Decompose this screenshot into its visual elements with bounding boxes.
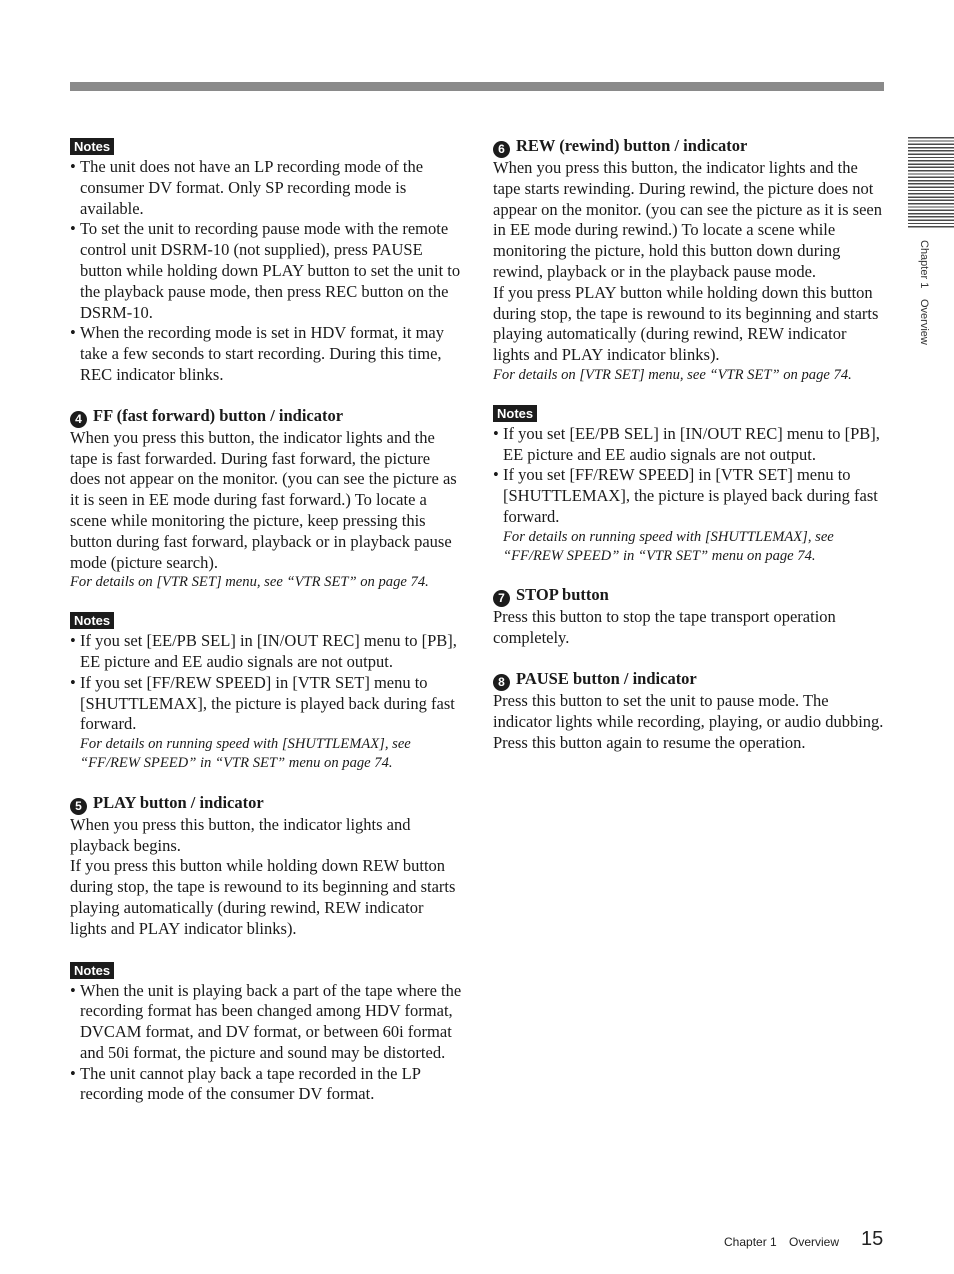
number-badge: 7 [493, 590, 510, 607]
side-section: Overview [918, 299, 930, 346]
paragraph: When you press this button, the indicator lights and the tape starts rewinding. During rewind, the picture does not appear on the monitor. (you can see the picture as it is seen in EE mode during rewind.) To locate a scene while monitoring the picture, hold this button down during rewind, playback or in the playback pause mode. [493, 158, 882, 281]
paragraph: When you press this button, the indicator lights and playback begins. [70, 814, 411, 855]
heading-text: PAUSE button / indicator [516, 668, 697, 688]
paragraph: Press this button to stop the tape transport operation completely. [493, 607, 836, 648]
reference-note: For details on [VTR SET] menu, see “VTR SET” on page 74. [493, 366, 852, 383]
number-badge: 5 [70, 798, 87, 815]
section-heading-ff [70, 406, 462, 428]
heading-text: PLAY button / indicator [93, 792, 264, 812]
list-item: • When the recording mode is set in HDV format, it may take a few seconds to start recording. During this time, REC indicator blinks. [70, 323, 462, 385]
notes-list [70, 981, 462, 1106]
list-item: • To set the unit to recording pause mode with the remote control unit DSRM-10 (not supplied), press PAUSE button while holding down PLAY button to set the unit to the playback pause mode, then press REC button on the DSRM-10. [70, 219, 462, 323]
list-item: • If you set [EE/PB SEL] in [IN/OUT REC] menu to [PB], EE picture and EE audio signals are not output. [70, 631, 462, 673]
list-item: • When the unit is playing back a part of the tape where the recording format has been changed among HDV format, DVCAM format, and DV format, or between 60i format and 50i format, the picture and sound may be distorted. [70, 981, 462, 1064]
list-item: • If you set [FF/REW SPEED] in [VTR SET] menu to [SHUTTLEMAX], the picture is played back during fast forward. [493, 465, 885, 527]
header-rule [70, 82, 884, 91]
number-badge: 8 [493, 674, 510, 691]
section-heading-stop [493, 585, 885, 607]
heading-text: REW (rewind) button / indicator [516, 136, 748, 155]
page-number: 15 [861, 1228, 884, 1250]
paragraph: If you press this button while holding down REW button during stop, the tape is rewound to its beginning and starts playing automatically (during rewind, REW indicator lights and PLAY indicator blinks). [70, 856, 456, 938]
list-item: • The unit does not have an LP recording mode of the consumer DV format. Only SP recording mode is available. [70, 157, 462, 219]
footer-section: Overview [789, 1235, 840, 1249]
reference-note: For details on running speed with [SHUTTLEMAX], see “FF/REW SPEED” in “VTR SET” menu on page 74. [503, 528, 834, 564]
side-chapter: Chapter 1 [918, 240, 930, 289]
chapter-side-label [914, 240, 930, 360]
heading-text: STOP button [516, 585, 609, 605]
paragraph: When you press this button, the indicator lights and the tape is fast forwarded. During fast forward, the picture does not appear on the monitor. (you can see the picture as it is seen in EE mode during fast forward.) To locate a scene while monitoring the picture, keep pressing this button during fast forward, playback or in playback pause mode (picture search). [70, 427, 457, 572]
notes-list [70, 631, 462, 735]
left-column [70, 136, 462, 1105]
footer-chapter: Chapter 1 [724, 1235, 777, 1249]
list-item: • The unit cannot play back a tape recorded in the LP recording mode of the consumer DV format. [70, 1064, 462, 1106]
paragraph: Press this button to set the unit to pause mode. The indicator lights while recording, playing, or audio dubbing. Press this button again to resume the operation. [493, 690, 884, 752]
chapter-tab-stripes [908, 137, 954, 229]
notes-list [493, 424, 885, 528]
heading-text: FF (fast forward) button / indicator [93, 405, 344, 425]
number-badge: 6 [493, 141, 510, 158]
section-heading-pause [493, 669, 885, 691]
right-column [493, 136, 885, 753]
reference-note: For details on running speed with [SHUTTLEMAX], see “FF/REW SPEED” in “VTR SET” menu on page 74. [80, 736, 411, 771]
reference-note: For details on [VTR SET] menu, see “VTR SET” on page 74. [70, 574, 429, 591]
notes-badge: Notes [493, 405, 537, 422]
paragraph: If you press PLAY button while holding down this button during stop, the tape is rewound to its beginning and starts playing automatically (during rewind, REW indicator lights and PLAY indicator blinks). [493, 282, 879, 365]
list-item: • If you set [EE/PB SEL] in [IN/OUT REC] menu to [PB], EE picture and EE audio signals are not output. [493, 424, 885, 466]
section-heading-rew [493, 136, 885, 158]
list-item: • If you set [FF/REW SPEED] in [VTR SET] menu to [SHUTTLEMAX], the picture is played back during fast forward. [70, 673, 462, 735]
notes-badge: Notes [70, 138, 114, 155]
notes-list [70, 157, 462, 386]
notes-badge: Notes [70, 612, 114, 629]
notes-badge: Notes [70, 962, 114, 979]
number-badge: 4 [70, 411, 87, 428]
section-heading-play [70, 793, 462, 815]
